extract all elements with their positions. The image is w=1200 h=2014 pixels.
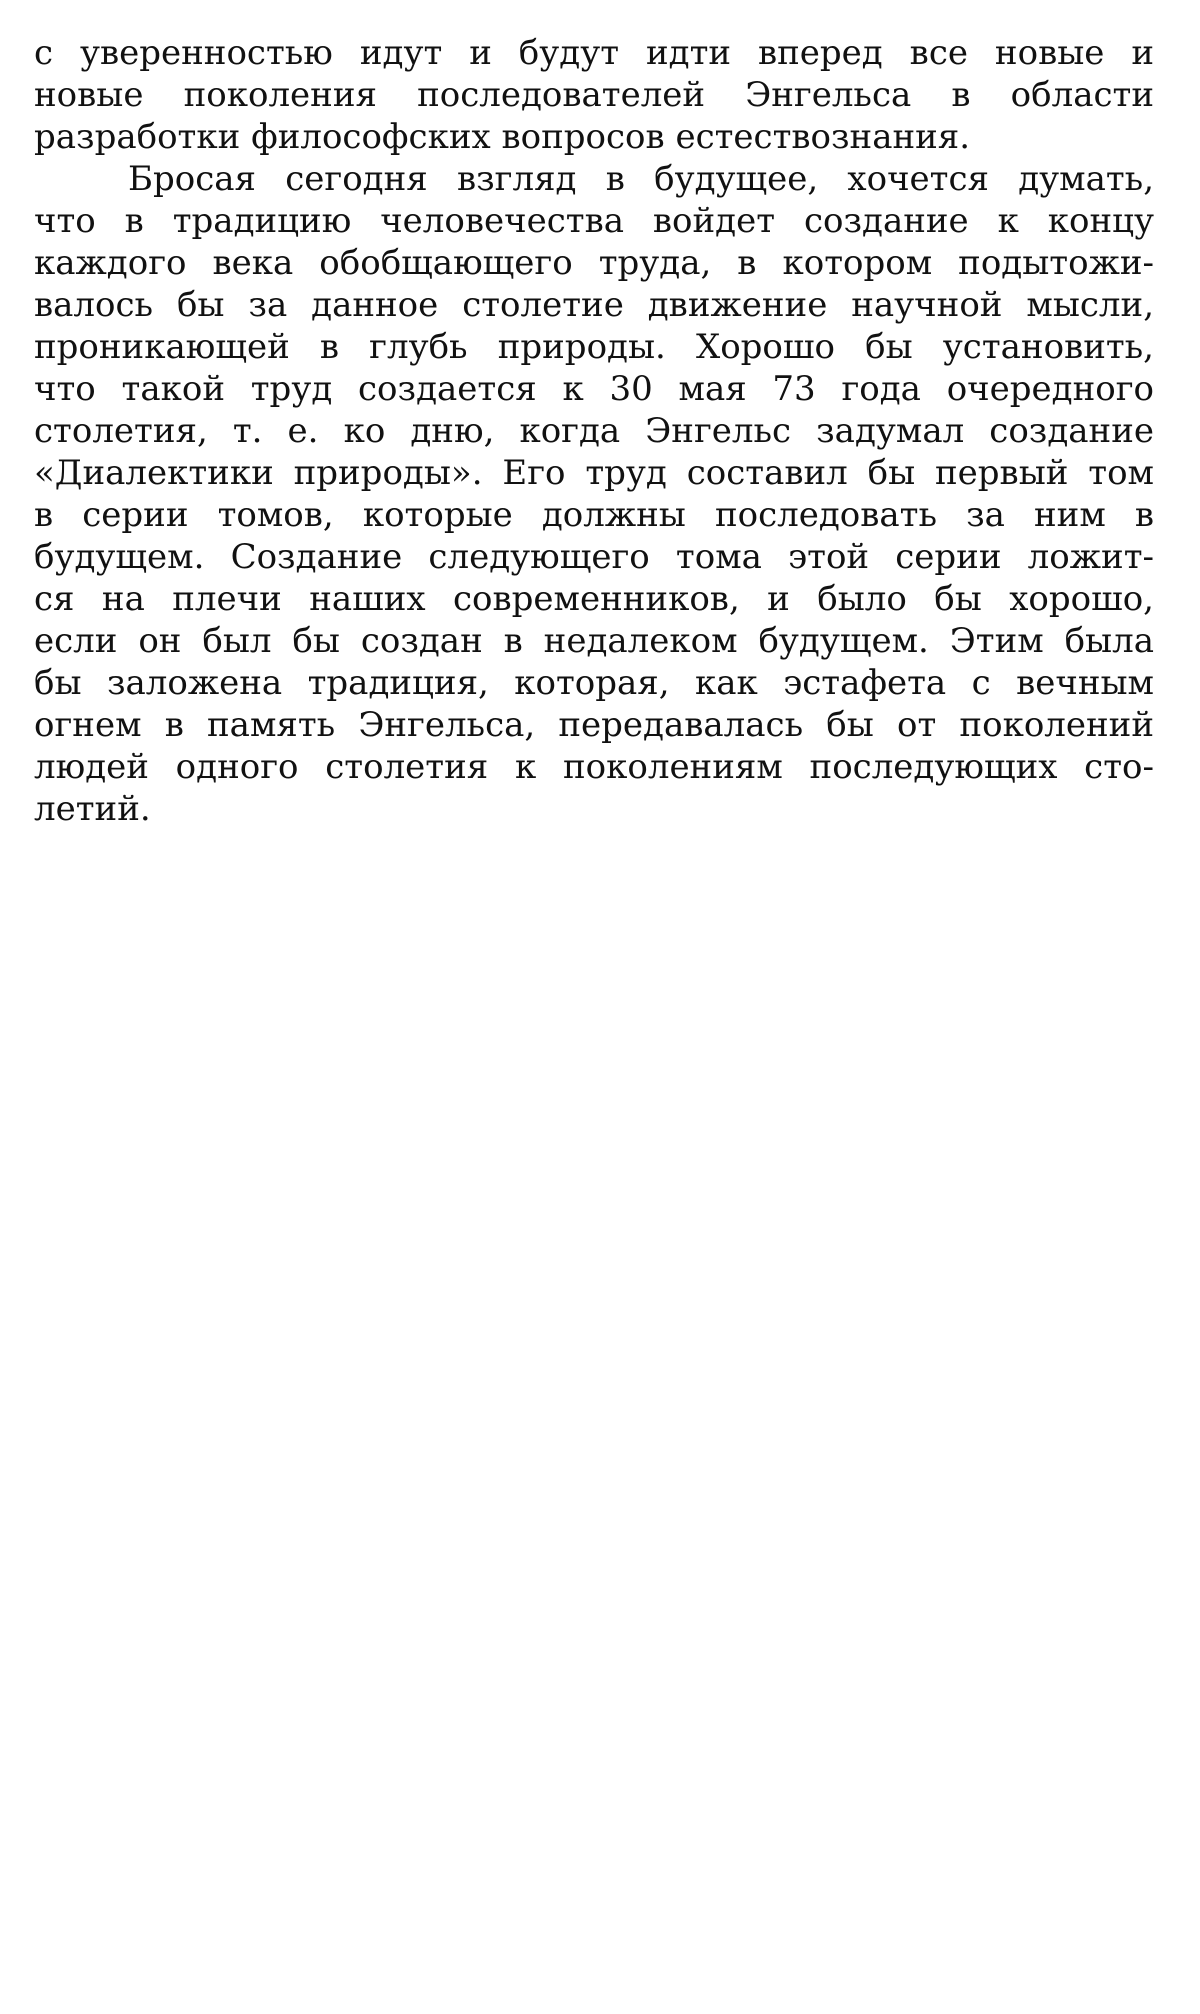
text-line: бы заложена традиция, которая, как эстафета с вечным xyxy=(34,663,1154,703)
text-line: людей одного столетия к поколениям последующих сто- xyxy=(34,747,1154,787)
text-line: будущем. Создание следующего тома этой серии ложит- xyxy=(34,537,1154,577)
book-page xyxy=(34,32,1154,830)
text-line: новые поколения последователей Энгельса в области xyxy=(34,75,1154,115)
text-line: валось бы за данное столетие движение научной мысли, xyxy=(34,285,1154,325)
text-line: проникающей в глубь природы. Хорошо бы установить, xyxy=(34,327,1154,367)
text-line: в серии томов, которые должны последовать за ним в xyxy=(34,495,1154,535)
text-line: Бросая сегодня взгляд в будущее, хочется думать, xyxy=(128,159,1154,199)
text-line: столетия, т. е. ко дню, когда Энгельс задумал создание xyxy=(34,411,1154,451)
text-line: разработки философских вопросов естествознания. xyxy=(34,117,971,157)
text-line: что в традицию человечества войдет создание к концу xyxy=(34,201,1154,241)
text-line: если он был бы создан в недалеком будущем. Этим была xyxy=(34,621,1154,661)
text-line: с уверенностью идут и будут идти вперед все новые и xyxy=(34,33,1154,73)
text-line: что такой труд создается к 30 мая 73 года очередного xyxy=(34,369,1154,409)
text-line: огнем в память Энгельса, передавалась бы от поколений xyxy=(34,705,1154,745)
text-line: каждого века обобщающего труда, в котором подытожи- xyxy=(34,243,1154,283)
text-line: летий. xyxy=(34,789,151,829)
paragraph-1 xyxy=(34,32,1154,158)
text-line: «Диалектики природы». Его труд составил бы первый том xyxy=(34,453,1154,493)
paragraph-2 xyxy=(34,158,1154,830)
text-line: ся на плечи наших современников, и было бы хорошо, xyxy=(34,579,1154,619)
